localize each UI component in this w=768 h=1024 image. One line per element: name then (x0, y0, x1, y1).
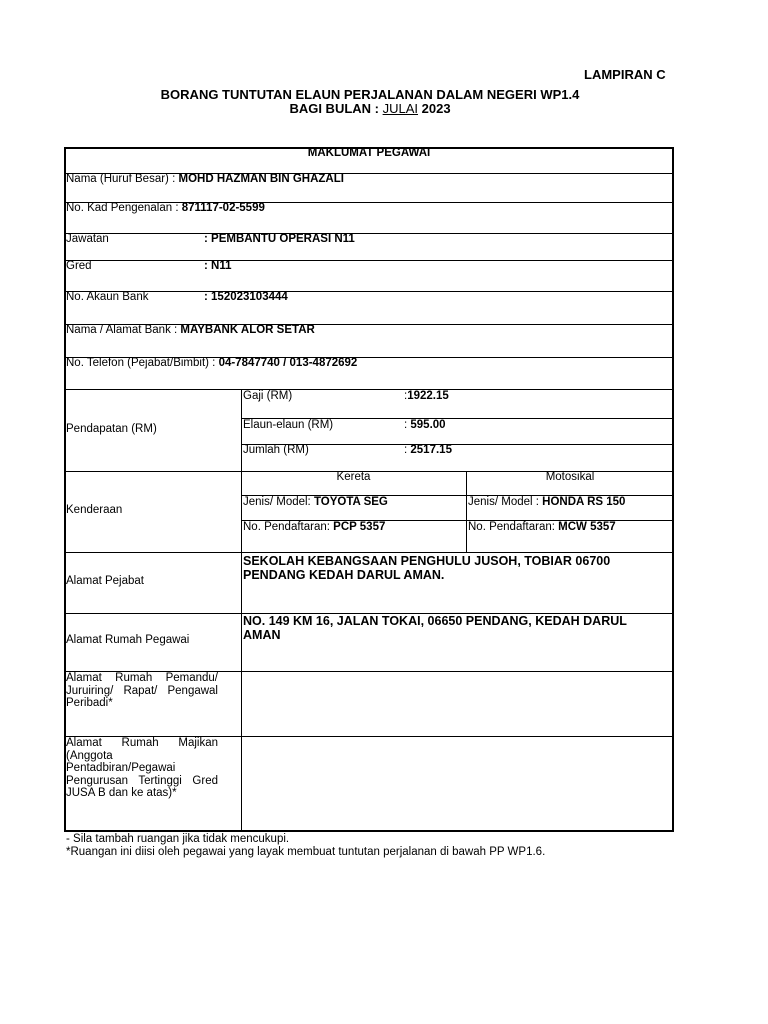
kereta-jenis-field (243, 496, 388, 509)
gaji-sep: : (404, 390, 408, 402)
moto-jenis-field (468, 496, 625, 509)
alamat-pejabat-value: SEKOLAH KEBANGSAAN PENGHULU JUSOH, TOBIAR 06700 PENDANG KEDAH DARUL AMAN. (243, 554, 611, 582)
elaun-label: Elaun-elaun (RM) (243, 419, 334, 431)
gred-value: : N11 (204, 260, 232, 272)
ic-field (66, 202, 265, 215)
bank-field (66, 324, 315, 337)
row-divider (64, 233, 674, 234)
gred-label: Gred (66, 260, 92, 272)
jumlah-label: Jumlah (RM) (243, 444, 309, 456)
alamat-pejabat-label: Alamat Pejabat (66, 575, 144, 587)
jawatan-label: Jawatan (66, 233, 109, 245)
form-title: BORANG TUNTUTAN ELAUN PERJALANAN DALAM NEGERI WP1.4 (160, 87, 580, 102)
bank-value: MAYBANK ALOR SETAR (180, 324, 315, 336)
akaun-label: No. Akaun Bank (66, 291, 149, 303)
jumlah-value-field (404, 444, 452, 457)
tel-label: No. Telefon (Pejabat/Bimbit) : (66, 357, 219, 369)
nama-field (66, 173, 344, 186)
row-divider (64, 389, 674, 390)
moto-no-value: MCW 5357 (558, 521, 616, 533)
kereta-no-label: No. Pendaftaran: (243, 521, 334, 533)
gaji-value: 1922.15 (407, 390, 449, 402)
alamat-rumah-label: Alamat Rumah Pegawai (66, 634, 190, 646)
row-divider (64, 260, 674, 261)
subtitle-month: JULAI (382, 101, 419, 116)
kenderaan-label: Kenderaan (66, 504, 123, 516)
row-divider (64, 291, 674, 292)
nama-label: Nama (Huruf Besar) : (66, 173, 179, 185)
elaun-value-field (404, 419, 446, 432)
alamat-pemandu-label: Alamat Rumah Pemandu/ Juruiring/ Rapat/ Pengawal Peribadi* (66, 672, 218, 709)
footnote-2: *Ruangan ini diisi oleh pegawai yang layak membuat tuntutan perjalanan di bawah PP WP1.6. (66, 846, 546, 858)
kereta-no-field (243, 521, 385, 534)
elaun-value: 595.00 (410, 419, 446, 431)
officer-info-table (64, 147, 674, 832)
moto-jenis-value: HONDA RS 150 (542, 496, 626, 508)
section-title: MAKLUMAT PEGAWAI (307, 147, 431, 159)
jawatan-value: : PEMBANTU OPERASI N11 (204, 233, 355, 245)
subtitle-prefix: BAGI BULAN : (289, 101, 383, 116)
footnote-1: - Sila tambah ruangan jika tidak mencukupi. (66, 833, 290, 845)
alamat-rumah-value: NO. 149 KM 16, JALAN TOKAI, 06650 PENDANG, KEDAH DARUL AMAN (243, 614, 627, 642)
elaun-sep: : (404, 419, 411, 431)
kereta-header: Kereta (336, 471, 371, 483)
lampiran-label: LAMPIRAN C (584, 67, 666, 82)
form-subtitle (0, 101, 740, 117)
kereta-jenis-value: TOYOTA SEG (313, 496, 388, 508)
pendapatan-label: Pendapatan (RM) (66, 423, 157, 435)
alamat-majikan-label: Alamat Rumah Majikan (Anggota Pentadbiran/Pegawai Pengurusan Tertinggi Gred JUSA B dan ke atas)* (66, 737, 218, 799)
gaji-value-field (404, 390, 449, 403)
tel-field (66, 357, 357, 370)
moto-jenis-label: Jenis/ Model : (468, 496, 543, 508)
kereta-no-value: PCP 5357 (333, 521, 386, 533)
row-divider (64, 552, 674, 553)
nama-value: MOHD HAZMAN BIN GHAZALI (178, 173, 344, 185)
akaun-value: : 152023103444 (204, 291, 288, 303)
jumlah-sep: : (404, 444, 411, 456)
moto-no-field (468, 521, 616, 534)
motosikal-header: Motosikal (545, 471, 595, 483)
bank-label: Nama / Alamat Bank : (66, 324, 181, 336)
jumlah-value: 2517.15 (410, 444, 452, 456)
tel-value: 04-7847740 / 013-4872692 (218, 357, 358, 369)
subtitle-year: 2023 (418, 101, 451, 116)
gaji-label: Gaji (RM) (243, 390, 293, 402)
column-divider (241, 389, 242, 832)
kereta-jenis-label: Jenis/ Model: (243, 496, 314, 508)
ic-value: 871117-02-5599 (181, 202, 265, 214)
moto-no-label: No. Pendaftaran: (468, 521, 559, 533)
ic-label: No. Kad Pengenalan : (66, 202, 182, 214)
